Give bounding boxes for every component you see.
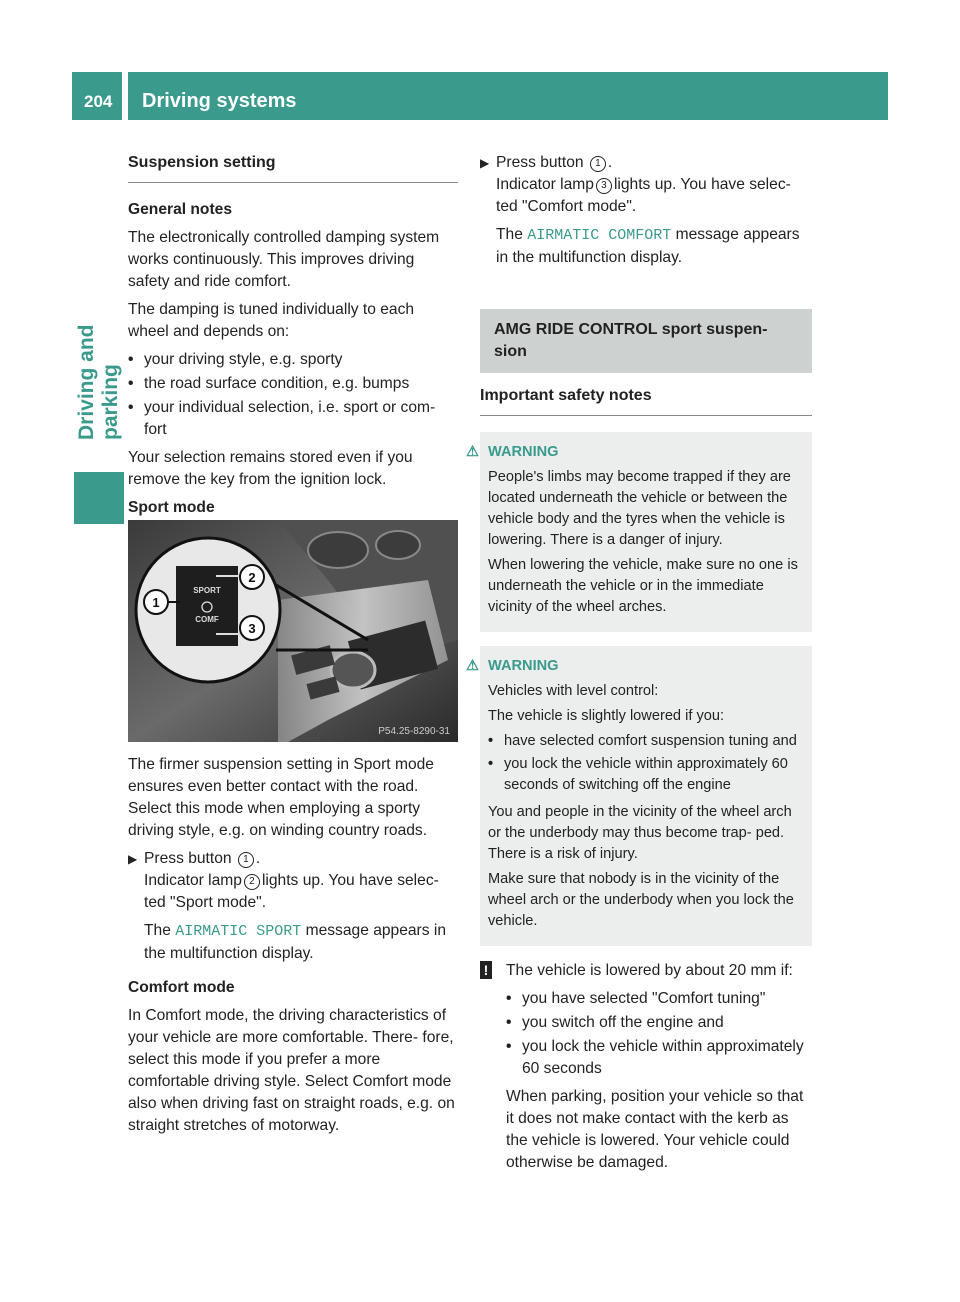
- paragraph: The electronically controlled damping system works continuously. This improves driving safety and ride comfort.: [128, 229, 440, 290]
- chapter-title: Driving systems: [142, 90, 297, 112]
- sport-mode-title: Sport mode: [128, 499, 215, 516]
- notice-box: ! The vehicle is lowered by about 20 mm if: • you have selected "Comfort tuning" • you switch off the engine and • you lock the vehicle within approximately 60 seconds When parking, position your vehicle so that it does not make contact with the kerb as the vehicle is lowered. Your vehicle could otherwise be damaged.: [480, 960, 812, 1174]
- section-title: Suspension setting: [128, 152, 458, 183]
- warning-box: ⚠ WARNING People's limbs may become trapped if they are located underneath the vehicle or between the vehicle body and the tyres when the vehicle is lowering. There is a danger of injury. When lowering the vehicle, make sure no one is underneath the vehicle or in the immediate vicinity of the wheel arches.: [480, 432, 812, 632]
- warning-box: ⚠ WARNING Vehicles with level control: The vehicle is slightly lowered if you: • have selected comfort suspension tuning and • you lock the vehicle within approximately 60 seconds of switching off the engine You and people in the vicinity of the wheel arch or the underbody may thus become trap- ped. There is a risk of injury. Make sure that nobody is in the vicinity of the wheel arch or the underbody when you lock the vehicle.: [480, 646, 812, 946]
- comf-label: COMF: [195, 615, 219, 624]
- sport-label: SPORT: [193, 586, 221, 595]
- paragraph: The damping is tuned individually to each wheel and depends on:: [128, 301, 415, 340]
- bullet-list: [506, 988, 812, 1080]
- warning-triangle-icon: ⚠: [466, 444, 480, 460]
- right-column: [466, 152, 812, 1180]
- instruction-step: ▶ Press button 1 . Indicator lamp 2 lights up. You have selec- ted "Sport mode". The AIRMATIC SPORT message appears in the multifunction display.: [128, 850, 447, 962]
- switch-photo: [128, 520, 458, 742]
- callout-ref: 3: [596, 178, 612, 194]
- exclamation-icon: !: [480, 961, 492, 979]
- display-message: AIRMATIC COMFORT: [527, 227, 672, 244]
- general-notes-title: General notes: [128, 201, 232, 218]
- bullet-list: [128, 349, 458, 441]
- callout-ref: 1: [238, 852, 254, 868]
- page-number: 204: [84, 92, 113, 111]
- page-number-box: [72, 72, 122, 120]
- list-item: • your individual selection, i.e. sport or com- fort: [128, 399, 436, 438]
- paragraph: Your selection remains stored even if you remove the key from the ignition lock.: [128, 449, 413, 488]
- left-column: [128, 152, 458, 525]
- callout-1-label: 1: [152, 595, 160, 610]
- callout-3-label: 3: [248, 621, 256, 636]
- safety-notes-title: Important safety notes: [480, 385, 812, 416]
- warning-triangle-icon: ⚠: [466, 658, 480, 674]
- amg-section-title: AMG RIDE CONTROL sport suspen- sion: [480, 309, 812, 373]
- list-item: • the road surface condition, e.g. bumps: [128, 375, 410, 392]
- list-item: • your driving style, e.g. sporty: [128, 351, 343, 368]
- list-item: • have selected comfort suspension tuning and: [488, 733, 797, 749]
- bullet-list: [488, 731, 804, 796]
- left-column-lower: [128, 754, 458, 1143]
- list-item: • you switch off the engine and: [506, 1014, 724, 1031]
- display-message: AIRMATIC SPORT: [175, 923, 302, 940]
- callout-ref: 2: [244, 874, 260, 890]
- callout-ref: 1: [590, 156, 606, 172]
- side-tab-marker: [74, 472, 124, 524]
- header-bar: [128, 72, 888, 120]
- callout-2-label: 2: [248, 570, 256, 585]
- list-item: • you lock the vehicle within approximately 60 seconds of switching off the engine: [488, 756, 788, 793]
- paragraph: In Comfort mode, the driving characteristics of your vehicle are more comfortable. There- fore, select this mode if you prefer a more comfortable driving style. Select Comfort mode also when driving fast on straight roads, e.g. on straight stretches of motorway.: [128, 1007, 455, 1134]
- side-tab-label: Driving and parking: [75, 324, 122, 440]
- list-item: • you have selected "Comfort tuning": [506, 990, 766, 1007]
- paragraph: The firmer suspension setting in Sport mode ensures even better contact with the road. Select this mode when employing a sporty driving style, e.g. on winding country roads.: [128, 756, 434, 839]
- instruction-step: ▶ Press button 1 . Indicator lamp 3 lights up. You have selec- ted "Comfort mode". The AIRMATIC COMFORT message appears in the multifunction display.: [480, 154, 800, 266]
- list-item: • you lock the vehicle within approximately 60 seconds: [506, 1038, 804, 1077]
- image-code: P54.25-8290-31: [378, 726, 450, 737]
- comfort-mode-title: Comfort mode: [128, 979, 235, 996]
